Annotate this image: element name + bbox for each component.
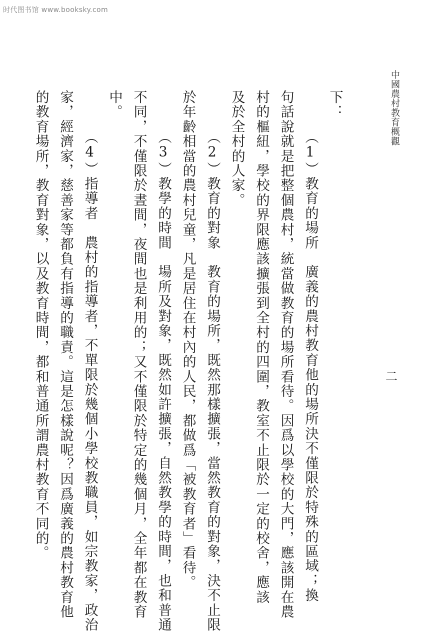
text-column: 村的樞紐，學校的界限應該擴張到全村的四圍，教室不止限於一定的校舍，應該	[253, 90, 270, 605]
text-column: （2）教育的對象 教育的場所，既然那樣擴張，當然教育的對象，決不止限	[204, 130, 221, 632]
text-column: 於年齡相當的農村兒童，凡是居住在村內的人民，都做爲「被教育者」看待。	[179, 90, 196, 590]
text-column: 句話說就是把整個農村，統當做教育的場所看待。因爲以學校的大門，應該開在農	[277, 90, 294, 620]
text-column: 下：	[326, 90, 343, 120]
text-column: （4）指導者 農村的指導者，不單限於幾個小學校教職員，如宗教家，政治	[81, 130, 98, 632]
page-number: 二	[384, 370, 398, 382]
text-column: （1）教育的場所 廣義的農村教育他的場所決不僅限於特殊的區域；換	[302, 130, 319, 603]
text-column: 不同，不僅限於晝間，夜間也是利用的；又不僅限於特定的幾個月，全年都在教育	[130, 90, 147, 620]
text-column: （3）教學的時間 場所及對象，既然如許擴張，自然教學的時間，也和普通	[155, 130, 172, 632]
text-column: 家，經濟家，慈善家等都負有指導的職責。這是怎樣說呢？因爲廣義的農村教育他	[57, 90, 74, 620]
text-column: 及於全村的人家。	[228, 90, 245, 208]
watermark: 时代图书馆 www.booksky.com	[3, 6, 109, 14]
text-column: 中。	[106, 90, 123, 120]
running-header-title: 中國農村教育概觀	[389, 70, 399, 146]
text-column: 的教育場所，教育對象，以及教育時間，都和普通所謂農村教育不同的。	[32, 90, 49, 561]
